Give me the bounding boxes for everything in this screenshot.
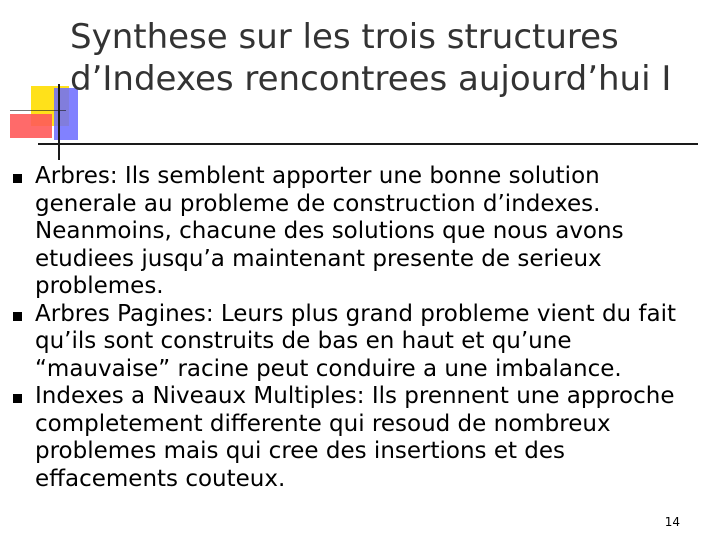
logo-vertical-line [58,84,60,160]
bullet-list [0,163,720,493]
bullet-text: Arbres: Ils semblent apporter une bonne solution generale au probleme de construction d’indexes. Neanmoins, chacune des solutions que nous avons etudiees jusqu’a maintenant presente de serieux problemes. [35,163,624,299]
logo-red-square [10,114,52,138]
bullet-text: Indexes a Niveaux Multiples: Ils prennent une approche completement differente qui resoud de nombreux problemes mais qui cree des insertions et des effacements couteux. [35,383,675,492]
slide-title-line-1: Synthese sur les trois structures [70,17,619,57]
bullet-item [0,163,720,301]
square-bullet-icon [13,174,22,183]
page-number: 14 [664,515,680,529]
title-underline [38,143,698,145]
slide-title-line-2: d’Indexes rencontrees aujourd’hui I [70,59,672,99]
square-bullet-icon [13,312,22,321]
bullet-item [0,383,720,493]
bullet-item [0,301,720,384]
slide-title [70,16,710,100]
bullet-text: Arbres Pagines: Leurs plus grand probleme vient du fait qu’ils sont construits de bas en haut et qu’une “mauvaise” racine peut conduire a une imbalance. [35,300,677,382]
square-bullet-icon [13,394,22,403]
